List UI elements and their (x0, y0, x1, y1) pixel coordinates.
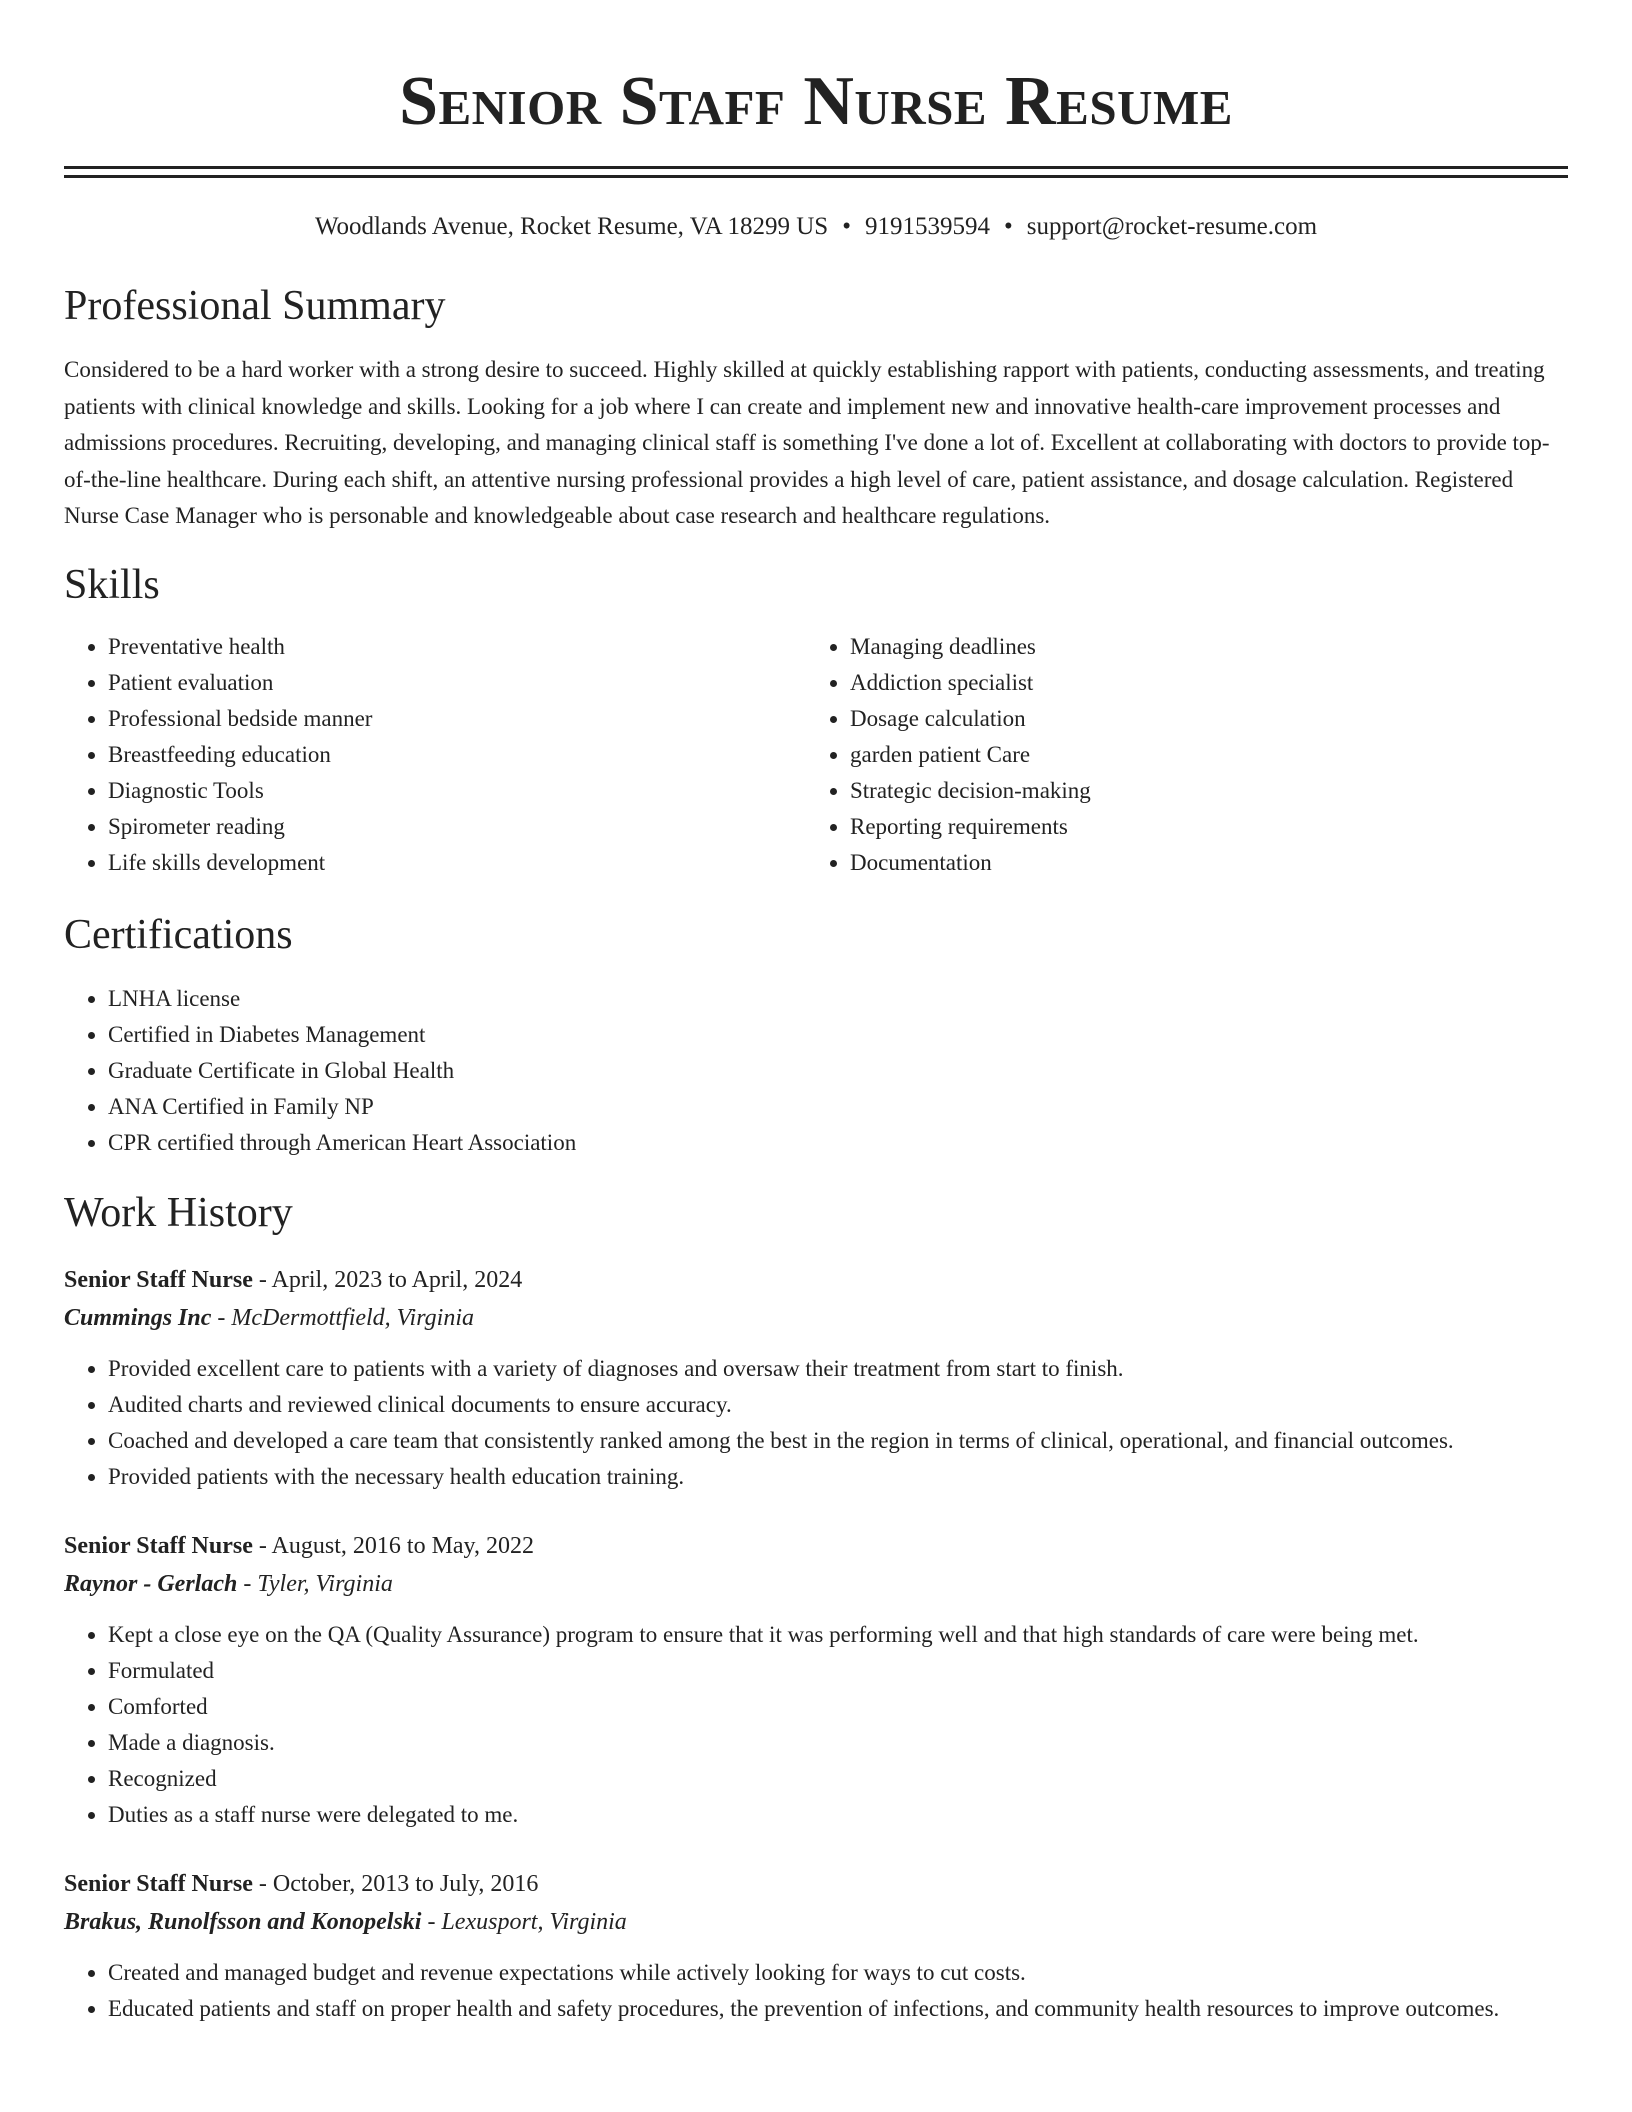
skills-section (64, 561, 1568, 881)
job-dates: - April, 2023 to April, 2024 (252, 1266, 523, 1293)
job-role: Senior Staff Nurse (64, 1870, 253, 1897)
work-history-heading: Work History (64, 1189, 293, 1236)
job-location: - Tyler, Virginia (237, 1570, 393, 1597)
job-entry (64, 1527, 1568, 1833)
job-entry (64, 1261, 1568, 1495)
skill-item: • Life skills development (108, 845, 806, 881)
job-bullet: • Formulated (108, 1653, 1568, 1689)
skills-heading: Skills (64, 561, 160, 608)
job-company-line (64, 1299, 1568, 1337)
job-bullet: • Kept a close eye on the QA (Quality Assurance) program to ensure that it was performing well and that high standards of care were being met. (108, 1617, 1568, 1653)
job-title-line (64, 1261, 1568, 1299)
skills-column-right (806, 629, 1548, 881)
certification-item: • CPR certified through American Heart Association (108, 1125, 1568, 1161)
resume-title: Senior Staff Nurse Resume (399, 63, 1233, 140)
skill-item: • Reporting requirements (850, 809, 1548, 845)
job-bullet: • Educated patients and staff on proper health and safety procedures, the prevention of infections, and community health resources to improve outcomes. (108, 1991, 1568, 2027)
job-company-line (64, 1903, 1568, 1941)
certifications-heading: Certifications (64, 911, 293, 958)
job-bullets (64, 1351, 1568, 1495)
job-company-line (64, 1565, 1568, 1603)
skills-columns (64, 629, 1568, 881)
job-title-line (64, 1865, 1568, 1903)
job-title-line (64, 1527, 1568, 1565)
contact-email: support@rocket-resume.com (1026, 213, 1318, 240)
certifications-list (64, 981, 1568, 1161)
job-bullet: • Made a diagnosis. (108, 1725, 1568, 1761)
summary-section (64, 282, 1568, 535)
job-role: Senior Staff Nurse (64, 1266, 253, 1293)
job-bullet: • Audited charts and reviewed clinical documents to ensure accuracy. (108, 1387, 1568, 1423)
job-bullets (64, 1617, 1568, 1833)
certification-item: • Graduate Certificate in Global Health (108, 1053, 1568, 1089)
skills-list-right (806, 629, 1548, 881)
skill-item: • Preventative health (108, 629, 806, 665)
contact-phone: 9191539594 (864, 213, 990, 240)
certification-item: • ANA Certified in Family NP (108, 1089, 1568, 1125)
job-dates: - August, 2016 to May, 2022 (252, 1532, 534, 1559)
skill-item: • Spirometer reading (108, 809, 806, 845)
job-role: Senior Staff Nurse (64, 1532, 253, 1559)
skill-item: • Breastfeeding education (108, 737, 806, 773)
job-bullet: • Comforted (108, 1689, 1568, 1725)
summary-heading: Professional Summary (64, 283, 446, 329)
skill-item: • Professional bedside manner (108, 701, 806, 737)
certifications-section (64, 911, 1568, 1161)
job-company: Raynor - Gerlach (64, 1570, 238, 1597)
job-bullet: • Coached and developed a care team that consistently ranked among the best in the region in terms of clinical, operational, and financial outcomes. (108, 1423, 1568, 1459)
job-dates: - October, 2013 to July, 2016 (252, 1870, 539, 1897)
job-bullet: • Duties as a staff nurse were delegated to me. (108, 1797, 1568, 1833)
contact-address: Woodlands Avenue, Rocket Resume, VA 18299 US (314, 213, 829, 240)
skills-column-left (64, 629, 806, 881)
contact-line (64, 212, 1568, 242)
job-location: - Lexusport, Virginia (421, 1908, 627, 1935)
job-bullet: • Created and managed budget and revenue expectations while actively looking for ways to cut costs. (108, 1955, 1568, 1991)
job-company: Cummings Inc (64, 1304, 212, 1331)
certification-item: • LNHA license (108, 981, 1568, 1017)
job-bullet: • Recognized (108, 1761, 1568, 1797)
title-double-rule (64, 166, 1568, 178)
job-location: - McDermottfield, Virginia (211, 1304, 475, 1331)
skill-item: • Managing deadlines (850, 629, 1548, 665)
work-history-section (64, 1189, 1568, 2027)
resume-page (64, 0, 1568, 2027)
job-bullets (64, 1955, 1568, 2027)
job-bullet: • Provided excellent care to patients with a variety of diagnoses and oversaw their treatment from start to finish. (108, 1351, 1568, 1387)
skill-item: • Patient evaluation (108, 665, 806, 701)
skill-item: • Documentation (850, 845, 1548, 881)
job-bullet: • Provided patients with the necessary health education training. (108, 1459, 1568, 1495)
skill-item: • Dosage calculation (850, 701, 1548, 737)
contact-separator: • (1003, 213, 1013, 240)
skill-item: • Addiction specialist (850, 665, 1548, 701)
skill-item: • Diagnostic Tools (108, 773, 806, 809)
certification-item: • Certified in Diabetes Management (108, 1017, 1568, 1053)
skill-item: • garden patient Care (850, 737, 1548, 773)
summary-text: Considered to be a hard worker with a strong desire to succeed. Highly skilled at quickly establishing rapport with patients, conducting assessments, and treating patients with clinical knowledge and skills. Looking for a job where I can create and implement new and innovative health-care improvement processes and admissions procedures. Recruiting, developing, and managing clinical staff is something I've done a lot of. Excellent at collaborating with doctors to provide top-of-the-line healthcare. During each shift, an attentive nursing professional provides a high level of care, patient assistance, and dosage calculation. Registered Nurse Case Manager who is personable and knowledgeable about case research and healthcare regulations. (64, 357, 1550, 529)
contact-separator: • (842, 213, 851, 240)
job-company: Brakus, Runolfsson and Konopelski (64, 1908, 422, 1935)
job-entry (64, 1865, 1568, 2027)
skill-item: • Strategic decision-making (850, 773, 1548, 809)
skills-list-left (64, 629, 806, 881)
